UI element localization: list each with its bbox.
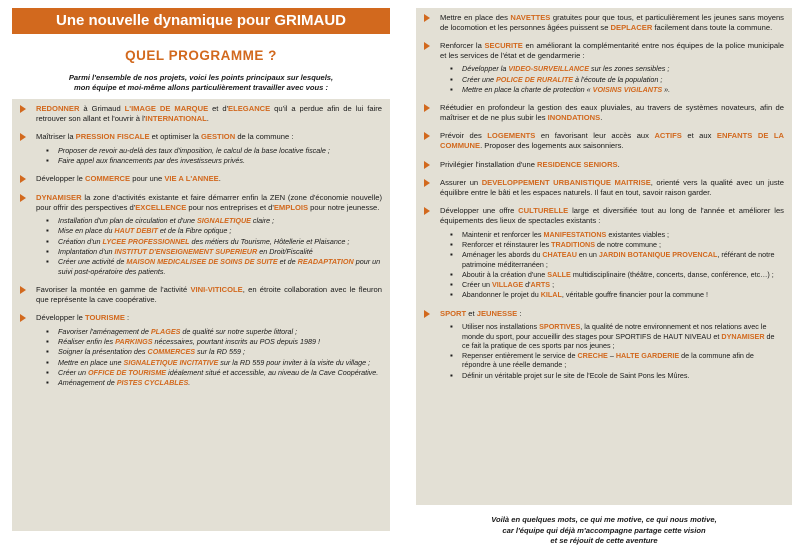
body-text: Utiliser nos installations [462,322,540,332]
body-text: Maintenir et renforcer les [462,229,544,239]
body-text: pour un suivi post-opératoire des patients. [58,257,381,276]
highlight-text: PRESSION FISCALE [75,132,150,142]
highlight-text: ACTIFS [654,131,682,141]
arrow-bullet-icon [20,105,26,113]
body-text: : [517,308,522,318]
body-text: sur la RD 559 pour inviter à la visite du village ; [218,357,371,367]
body-text: , en étroite collaboration avec le fleuron que représente la cave coopérative. [36,284,382,304]
body-text: Repenser entièrement le service de [462,351,578,361]
highlight-text: CULTURELLE [518,206,569,216]
program-item [424,178,784,197]
sub-list-item [462,270,784,279]
banner-title: Une nouvelle dynamique pour GRIMAUD [12,8,390,34]
body-text: Création d'un [58,236,103,246]
sub-list [440,230,784,300]
sub-list-item [462,290,784,299]
sub-list-item [58,337,382,346]
sub-list-item [462,85,784,94]
body-text: ; [550,280,555,290]
sub-list [440,64,784,94]
sub-list-item [462,280,784,289]
highlight-text: SPORT [440,308,467,318]
body-text: de qualité sur notre superbe littoral ; [180,326,298,336]
body-text: Prévoir des [440,131,488,141]
program-item [20,132,382,165]
highlight-text: CRECHE [577,351,608,361]
body-text: sur les zones sensibles ; [589,64,670,74]
highlight-text: INTERNATIONAL [145,113,207,123]
arrow-bullet-icon [424,42,430,50]
arrow-bullet-icon [424,104,430,112]
highlight-text: HALTE GARDERIE [615,351,680,361]
program-item [424,103,784,122]
highlight-text: LOGEMENTS [487,131,536,141]
program-item [20,193,382,276]
body-text: facilement dans toute la commune. [652,22,773,32]
highlight-text: JEUNESSE [476,308,518,318]
body-text: de la commune : [235,132,294,142]
highlight-text: ENFANTS DE LA COMMUNE [440,131,784,151]
highlight-text: SALLE [547,269,571,279]
highlight-text: HAUT DEBIT [114,226,158,236]
highlight-text: SECURITE [484,41,523,51]
program-item-text [36,313,382,323]
intro-line-2: mon équipe et moi-même allons particulièrement travailler avec vous : [73,83,329,92]
body-text: Créer une [462,74,496,84]
body-text: : [124,313,130,323]
program-title: QUEL PROGRAMME ? [125,48,277,63]
body-text: en Droit/Fiscalité [257,247,313,257]
body-text: Soigner la présentation des [58,347,148,357]
highlight-text: VOISINS VIGILANTS [592,84,663,94]
program-item [424,13,784,32]
body-text: Maîtriser la [36,132,76,142]
body-text: Créer un [462,280,492,290]
body-text: et optimiser la [149,132,202,142]
closing-line-1: Voilà en quelques mots, ce qui me motive, ce qui nous motive, [491,515,717,524]
program-item-text [36,285,382,304]
body-text: Aménagement de [58,378,117,388]
sub-list-item [58,226,382,235]
body-text: idéalement situé et accessible, au niveau de la Cave Coopérative. [166,367,379,377]
body-text: et d' [208,104,229,113]
body-text: en favorisant leur accès aux [535,131,655,141]
body-text: en un [576,250,599,260]
body-text: , référant de notre patrimoine méditerranéen ; [462,250,775,269]
program-item [424,41,784,94]
program-item-text [440,160,784,170]
program-item-text [36,104,382,123]
highlight-text: SIGNALETIQUE INCITATIVE [123,357,219,367]
sub-list-item [462,322,784,350]
body-text: Développer la [462,64,509,74]
body-text: Privilégier l'installation d'une [440,159,538,169]
sub-list-item [58,347,382,356]
left-program-panel [12,99,390,531]
body-text: existantes viables ; [606,229,670,239]
sub-list-item [58,358,382,367]
body-text: , orienté vers la qualité avec un juste équilibre entre le bâti et les espaces naturels. Il faut en tout, savoir raison garder. [440,178,785,197]
sub-list-item [58,156,382,165]
body-text: de la commune afin de répondre à une réelle demande ; [462,351,754,370]
body-text: . [218,174,221,184]
highlight-text: INSTITUT D'ENSEIGNEMENT SUPERIEUR [114,247,258,257]
highlight-text: POLICE DE RURALITE [495,74,574,84]
sub-list-item [58,247,382,256]
body-text: et de la Fibre optique ; [157,226,232,236]
body-text: de ce fait la pratique de ces sports par nos jeunes ; [462,331,775,350]
program-item-text [440,41,784,60]
highlight-text: SIGNALETIQUE [197,216,251,226]
sub-list-item [462,64,784,73]
body-text: pour notre jeunesse. [308,202,380,212]
body-text: Réétudier en profondeur la gestion des eaux pluviales, au travers de systèmes novateurs, afin de maîtriser et de ne plus subir les [440,103,784,122]
body-text: – [607,351,616,361]
program-item-text [36,193,382,212]
arrow-bullet-icon [424,14,430,22]
highlight-text: RESIDENCE SENIORS [537,159,618,169]
sub-list [440,322,784,380]
body-text: . [206,113,209,123]
intro-text [16,73,386,93]
highlight-text: DYNAMISER [36,192,82,202]
sub-list-item [58,257,382,276]
body-text: multidisciplinaire (théâtre, concerts, danse, conférence, etc…) ; [570,269,774,279]
body-text: Aboutir à la création d'une [462,269,548,279]
highlight-text: TRADITIONS [551,239,596,249]
highlight-text: CHATEAU [542,250,577,260]
intro-line-1: Parmi l'ensemble de nos projets, voici les points principaux sur lesquels, [68,73,334,82]
body-text: large et diversifiée tout au long de l'année et améliorer les équipements des lieux de spectacles existants : [440,206,784,226]
program-item [424,309,784,380]
program-item-text [440,178,784,197]
highlight-text: VILLAGE [491,280,524,290]
arrow-bullet-icon [424,132,430,140]
highlight-text: READAPTATION [297,257,354,267]
highlight-text: SPORTIVES [539,322,581,332]
body-text: Développer le [36,313,85,323]
body-text: Mettre en place une [58,357,124,367]
sub-list-item [58,146,382,155]
sub-list-item [462,75,784,84]
highlight-text: COMMERCES [147,347,196,357]
arrow-bullet-icon [20,286,26,294]
body-text: Mise en place du [58,226,115,236]
program-item-text [440,103,784,122]
body-text: Aménager les abords du [462,250,543,260]
highlight-text: DYNAMISER [721,331,765,341]
body-text: claire ; [250,216,275,226]
body-text: d' [523,280,531,290]
body-text: , la qualité de notre environnement et nos relations avec le monde du sport, pour accueillir des stages pour SPORTIFS de HAUT NIVEAU et [462,322,767,341]
highlight-text: JARDIN BOTANIQUE PROVENCAL [598,250,718,260]
highlight-text: REDONNER [36,104,80,113]
sub-list [36,327,382,388]
highlight-text: DEVELOPPEMENT URBANISTIQUE MAITRISE [481,178,651,188]
body-text: Réaliser enfin les [58,337,116,347]
body-text: de notre commune ; [595,239,661,249]
body-text: , véritable gouffre financier pour la commune ! [561,290,708,300]
body-text: Renforcer et réinstaurer les [462,239,552,249]
body-text: qu'il a perdue afin de lui faire retrouver son allant et l'ouvrir à l' [36,104,382,123]
highlight-text: MANIFESTATIONS [543,229,607,239]
body-text: Favoriser l'aménagement de [58,326,151,336]
body-text: gratuites pour que tous, et particulièrement les jeunes sans moyens de locomotion et les personnes âgées puissent se [440,13,784,32]
body-text: Assurer un [440,178,482,188]
body-text: et aux [681,131,717,141]
sub-list-item [462,250,784,269]
highlight-text: ARTS [530,280,551,290]
right-program-panel [416,8,792,505]
body-text: ». [662,84,671,94]
sub-list [36,216,382,276]
highlight-text: NAVETTES [510,13,551,22]
highlight-text: INONDATIONS [547,112,601,122]
highlight-text: L'IMAGE DE MARQUE [124,104,209,113]
arrow-bullet-icon [20,314,26,322]
arrow-bullet-icon [424,310,430,318]
closing-text [416,515,792,547]
body-text: . [600,112,603,122]
body-text: Favoriser la montée en gamme de l'activité [36,284,191,294]
body-text: Installation d'un plan de circulation et d'une [58,216,198,226]
arrow-bullet-icon [424,161,430,169]
body-text: Implantation d'un [58,247,115,257]
body-text: Créer une activité de [58,257,127,267]
body-text: à l'écoute de la population ; [573,74,663,84]
body-text: . [617,159,620,169]
arrow-bullet-icon [20,133,26,141]
arrow-bullet-icon [424,179,430,187]
sub-list-item [58,237,382,246]
body-text: à Grimaud [79,104,125,113]
right-column [416,8,792,556]
body-text: . [188,378,191,388]
program-item-text [440,309,784,319]
body-text: sur la RD 559 ; [195,347,245,357]
arrow-bullet-icon [20,194,26,202]
sub-list-item [58,378,382,387]
body-text: Abandonner le projet du [462,290,541,300]
body-text: Mettre en place des [440,13,511,22]
highlight-text: OFFICE DE TOURISME [87,367,167,377]
highlight-text: ELEGANCE [228,104,271,113]
body-text: Définir un véritable projet sur le site de l'Ecole de Saint Pons les Mûres. [462,370,690,380]
sub-list-item [462,240,784,249]
program-item [424,131,784,150]
body-text: la zone d'activités existante et faire démarrer enfin la ZEN (zone d'économie nouvelle) pour offrir des perspectives d' [36,192,382,212]
program-item-text [440,131,784,150]
highlight-text: PARKINGS [115,337,153,347]
program-item [20,285,382,304]
highlight-text: LYCEE PROFESSIONNEL [102,236,190,246]
highlight-text: VIE A L'ANNEE [164,174,219,184]
body-text: Mettre en place la charte de protection « [462,84,593,94]
body-text: Proposer de revoir au-delà des taux d'imposition, le calcul de la base locative fiscale ; [58,145,330,155]
highlight-text: TOURISME [84,313,125,323]
program-item [424,206,784,299]
highlight-text: MAISON MEDICALISEE DE SOINS DE SUITE [126,257,278,267]
arrow-bullet-icon [20,175,26,183]
sub-list-item [462,351,784,370]
body-text: et [466,308,477,318]
highlight-text: VIDEO-SURVEILLANCE [508,64,590,74]
highlight-text: KILAL [540,290,562,300]
sub-list [36,146,382,166]
body-text: . Proposer des logements aux saisonniers. [480,141,624,151]
program-item [20,104,382,123]
highlight-text: EMPLOIS [273,202,309,212]
program-item-text [36,132,382,142]
body-text: des métiers du Tourisme, Hôtellerie et Plaisance ; [189,236,350,246]
body-text: Développer une offre [440,206,519,216]
body-text: et de [277,257,298,267]
highlight-text: EXCELLENCE [135,202,187,212]
body-text: en améliorant la complémentarité entre nos équipes de la police municipale et les services de l'état et de gendarmerie : [440,41,784,60]
highlight-text: PLAGES [150,326,181,336]
highlight-text: VINI-VITICOLE [190,284,243,294]
program-item-text [440,13,784,32]
program-item-text [440,206,784,225]
highlight-text: PISTES CYCLABLES [116,378,189,388]
left-column [12,8,390,556]
sub-list-item [462,230,784,239]
sub-list-item [58,216,382,225]
highlight-text: COMMERCE [84,174,131,184]
body-text: pour une [130,174,165,184]
sub-list-item [58,327,382,336]
sub-list-item [58,368,382,377]
body-text: Créer un [58,367,88,377]
program-item [20,174,382,184]
arrow-bullet-icon [424,207,430,215]
highlight-text: GESTION [201,132,236,142]
program-item [424,160,784,170]
body-text: pour nos entreprises et d' [186,202,274,212]
closing-line-3: et se réjouit de cette aventure [550,536,658,545]
body-text: Faire appel aux financements par des investisseurs privés. [58,156,245,166]
body-text: Développer le [36,174,85,184]
highlight-text: DEPLACER [610,22,653,32]
body-text: nécessaires, pourtant inscrits au POS depuis 1989 ! [152,337,320,347]
program-item-text [36,174,382,184]
closing-line-2: car l'équipe qui déjà m'accompagne partage cette vision [502,525,706,535]
program-item [20,313,382,387]
sub-list-item [462,371,784,380]
body-text: Renforcer la [440,41,485,51]
